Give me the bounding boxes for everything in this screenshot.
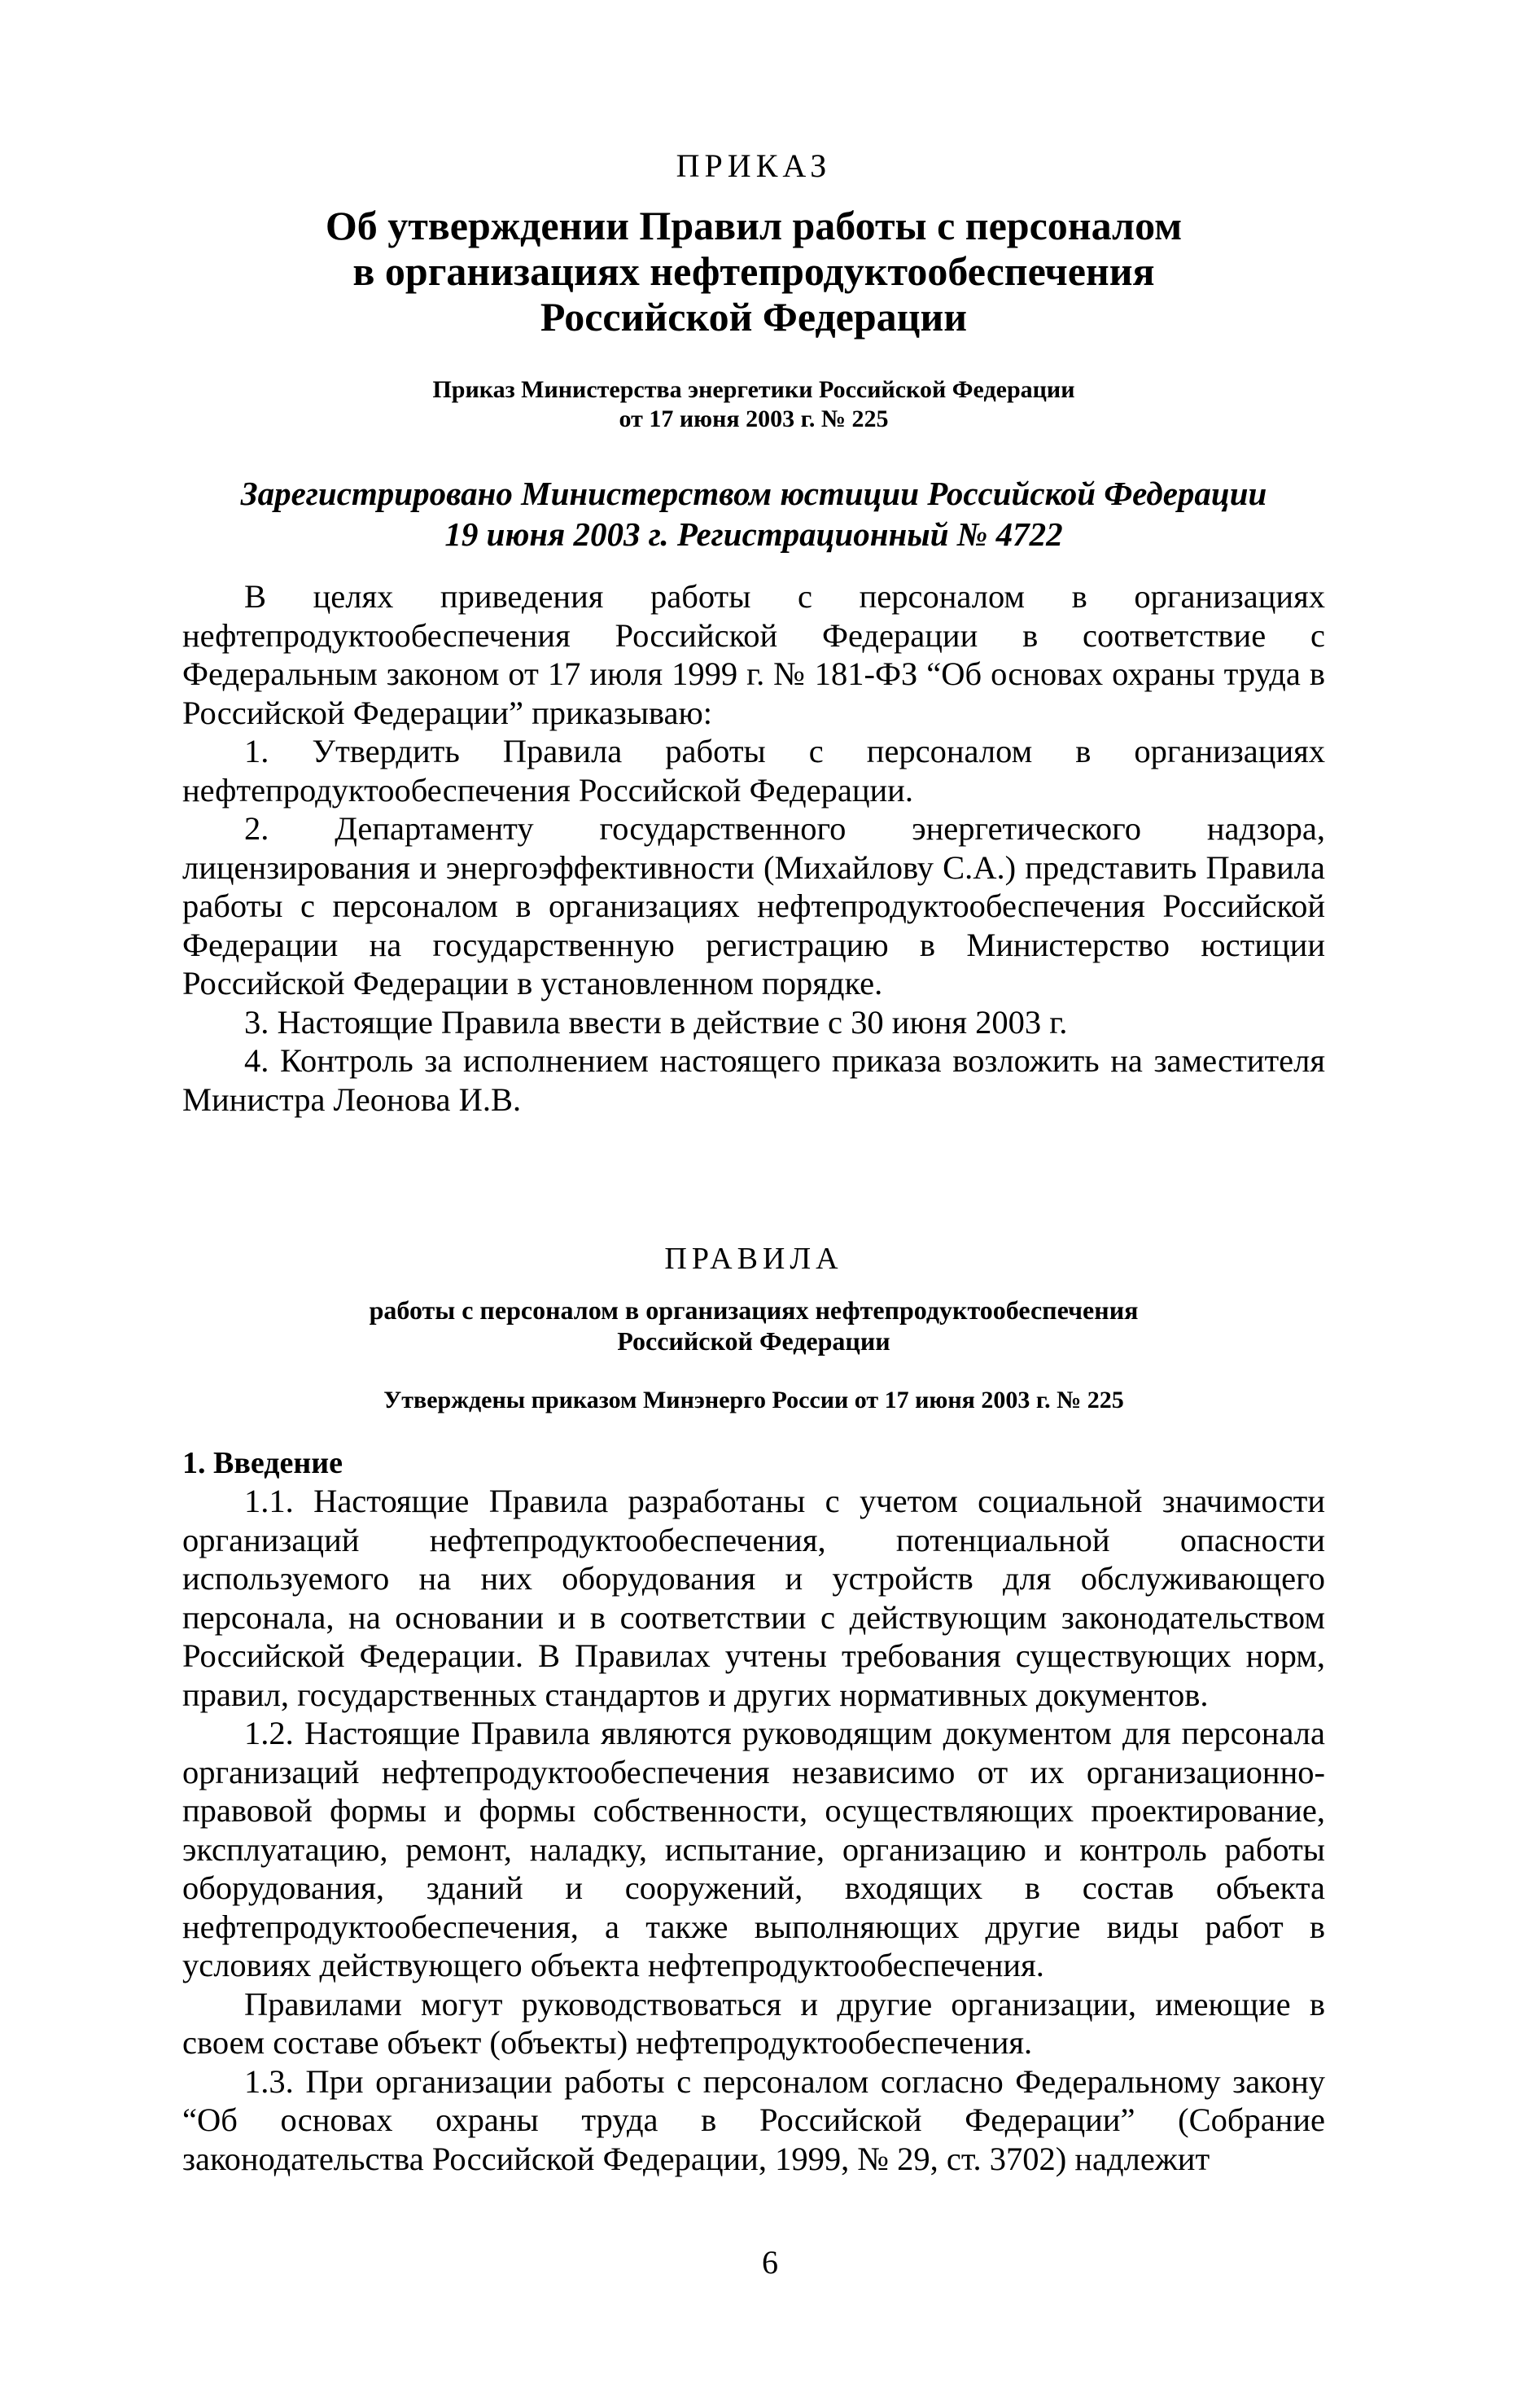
registration-line-1: Зарегистрировано Министерством юстиции Российской Федерации bbox=[240, 475, 1267, 512]
order-title-line-2: в организациях нефтепродуктообеспечения bbox=[352, 248, 1155, 294]
order-preamble: В целях приведения работы с персоналом в организациях нефтепродуктообеспечения Российской Федерации в соответствие с Федеральным законом от 17 июля 1999 г. № 181-ФЗ “Об основах охраны труда в Российской Федерации” приказываю: bbox=[182, 578, 1325, 731]
registration-line-2: 19 июня 2003 г. Регистрационный № 4722 bbox=[444, 515, 1063, 553]
order-header bbox=[182, 147, 1325, 554]
rules-paragraph-1-3: 1.3. При организации работы с персоналом согласно Федеральному закону “Об основах охраны труда в Российской Федерации” (Собрание законодательства Российской Федерации, 1999, № 29, ст. 3702) надлежит bbox=[182, 2062, 1325, 2177]
rules-header bbox=[182, 1241, 1325, 1415]
order-issuer-line-1: Приказ Министерства энергетики Российской Федерации bbox=[432, 376, 1075, 403]
order-item-3: 3. Настоящие Правила ввести в действие с 30 июня 2003 г. bbox=[244, 1003, 1068, 1041]
order-item-2: 2. Департаменту государственного энергетического надзора, лицензирования и энергоэффективности (Михайлову С.А.) представить Правила работы с персоналом в организациях нефтепродуктообеспечения Российской Федерации на государственную регистрацию в Министерство юстиции Российской Федерации в установленном порядке. bbox=[182, 810, 1325, 1001]
document-page bbox=[182, 147, 1325, 2178]
order-label: ПРИКАЗ bbox=[676, 147, 832, 184]
page-number: 6 bbox=[762, 2244, 778, 2281]
order-item-1: 1. Утвердить Правила работы с персоналом в организациях нефтепродуктообеспечения Российской Федерации. bbox=[182, 733, 1325, 809]
order-item-4: 4. Контроль за исполнением настоящего приказа возложить на заместителя Министра Леонова И.В. bbox=[182, 1042, 1325, 1118]
order-issuer bbox=[182, 375, 1325, 434]
rules-paragraph-1-2: 1.2. Настоящие Правила являются руководящим документом для персонала организаций нефтепродуктообеспечения независимо от их организационно-правовой формы и формы собственности, осуществляющих проектирование, эксплуатацию, ремонт, наладку, испытание, организацию и контроль работы оборудования, зданий и сооружений, входящих в состав объекта нефтепродуктообеспечения, а также выполняющих другие виды работ в условиях действующего объекта нефтепродуктообеспечения. bbox=[182, 1715, 1325, 1983]
rules-approved: Утверждены приказом Минэнерго России от 17 июня 2003 г. № 225 bbox=[383, 1387, 1124, 1413]
order-body bbox=[182, 577, 1325, 1119]
rules-paragraph-note: Правилами могут руководствоваться и другие организации, имеющие в своем составе объект (объекты) нефтепродуктообеспечения. bbox=[182, 1985, 1325, 2061]
order-issuer-line-2: от 17 июня 2003 г. № 225 bbox=[619, 405, 889, 432]
section-title-introduction: 1. Введение bbox=[182, 1446, 343, 1480]
rules-paragraph-1-1: 1.1. Настоящие Правила разработаны с учетом социальной значимости организаций нефтепродуктообеспечения, потенциальной опасности используемого на них оборудования и устройств для обслуживающего персонала, на основании и в соответствии с действующим законодательством Российской Федерации. В Правилах учтены требования существующих норм, правил, государственных стандартов и других нормативных документов. bbox=[182, 1483, 1325, 1713]
order-title-line-3: Российской Федерации bbox=[540, 294, 968, 340]
rules-label: ПРАВИЛА bbox=[664, 1242, 843, 1276]
rules-subtitle-line-2: Российской Федерации bbox=[617, 1326, 890, 1356]
registration-note bbox=[182, 473, 1325, 554]
order-title-line-1: Об утверждении Правил работы с персоналом bbox=[325, 203, 1183, 248]
rules-subtitle-line-1: работы с персоналом в организациях нефтепродуктообеспечения bbox=[369, 1295, 1139, 1325]
rules-body bbox=[182, 1444, 1325, 2178]
